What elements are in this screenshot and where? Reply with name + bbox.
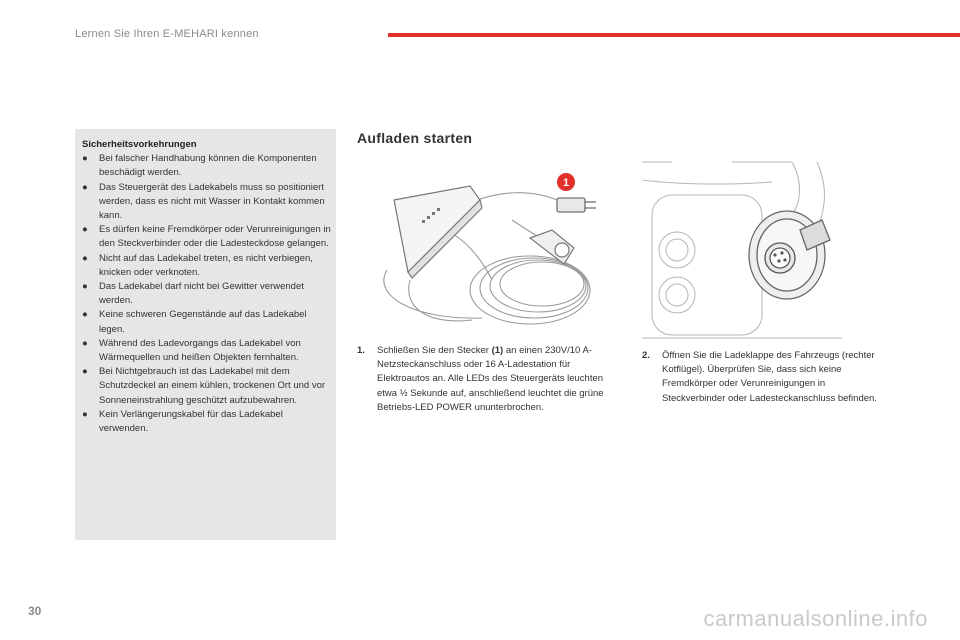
safety-item: ● Nicht auf das Ladekabel treten, es nicht verbiegen, knicken oder verknoten.: [82, 252, 313, 278]
watermark: carmanualsonline.info: [703, 606, 928, 631]
safety-list: [82, 152, 332, 436]
safety-precautions-box: [75, 129, 336, 540]
callout-number: 1: [562, 177, 570, 189]
charging-cable-illustration: [352, 160, 616, 330]
plug-reference: (1): [491, 345, 504, 356]
bullet-icon: ●: [82, 408, 88, 420]
bullet-icon: ●: [82, 281, 88, 293]
safety-item: ● Bei Nichtgebrauch ist das Ladekabel mit dem Schutzdeckel an einem kühlen, trockenen Ort und vor Sonneneinstrahlung geschützt aufzubewahren.: [82, 366, 326, 406]
step-number: 1.: [357, 345, 365, 356]
section-heading: Aufladen starten: [357, 130, 473, 146]
bullet-icon: ●: [82, 252, 88, 264]
safety-item: ● Während des Ladevorgangs das Ladekabel von Wärmequellen und heißen Objekten fernhalten.: [82, 337, 301, 364]
safety-item: ● Es dürfen keine Fremdkörper oder Verunreinigungen in den Steckverbinder oder die Ladesteckdose gelangen.: [82, 224, 331, 250]
bullet-icon: ●: [82, 366, 88, 378]
bullet-icon: ●: [82, 153, 88, 165]
header-accent-rule: [388, 33, 960, 37]
bullet-icon: ●: [82, 181, 88, 193]
safety-title: Sicherheitsvorkehrungen: [82, 139, 197, 150]
step-1: 1. Schließen Sie den Stecker (1) an einen 230V/10 A-Netzsteckanschluss oder 16 A-Ladestation für Elektroautos an. Alle LEDs des Steuergeräts leuchten etwa ½ Sekunde auf, anschließend leuchtet die grüne Betriebs-LED POWER ununterbrochen.: [357, 345, 604, 413]
charging-flap-illustration: [642, 160, 842, 345]
page-header-title: Lernen Sie Ihren E-MEHARI kennen: [75, 28, 259, 40]
safety-item: ● Kein Verlängerungskabel für das Ladekabel verwenden.: [82, 408, 283, 435]
bullet-icon: ●: [82, 309, 88, 321]
step-2: 2. Öffnen Sie die Ladeklappe des Fahrzeugs (rechter Kotflügel). Überprüfen Sie, dass sich keine Fremdkörper oder Verunreinigungen in Steckverbinder oder Ladesteckanschluss befinden.: [642, 350, 877, 404]
safety-item: ● Das Steuergerät des Ladekabels muss so positioniert werden, dass es nicht mit Wasser in Kontakt kommen kann.: [82, 181, 325, 222]
safety-item: ● Keine schweren Gegenstände auf das Ladekabel legen.: [82, 309, 307, 335]
bullet-icon: ●: [82, 224, 88, 236]
safety-item: ● Das Ladekabel darf nicht bei Gewitter verwendet werden.: [82, 281, 304, 307]
bullet-icon: ●: [82, 337, 88, 349]
page-number: 30: [28, 604, 42, 618]
step-number: 2.: [642, 350, 650, 361]
safety-item: ● Bei falscher Handhabung können die Komponenten beschädigt werden.: [82, 153, 317, 179]
